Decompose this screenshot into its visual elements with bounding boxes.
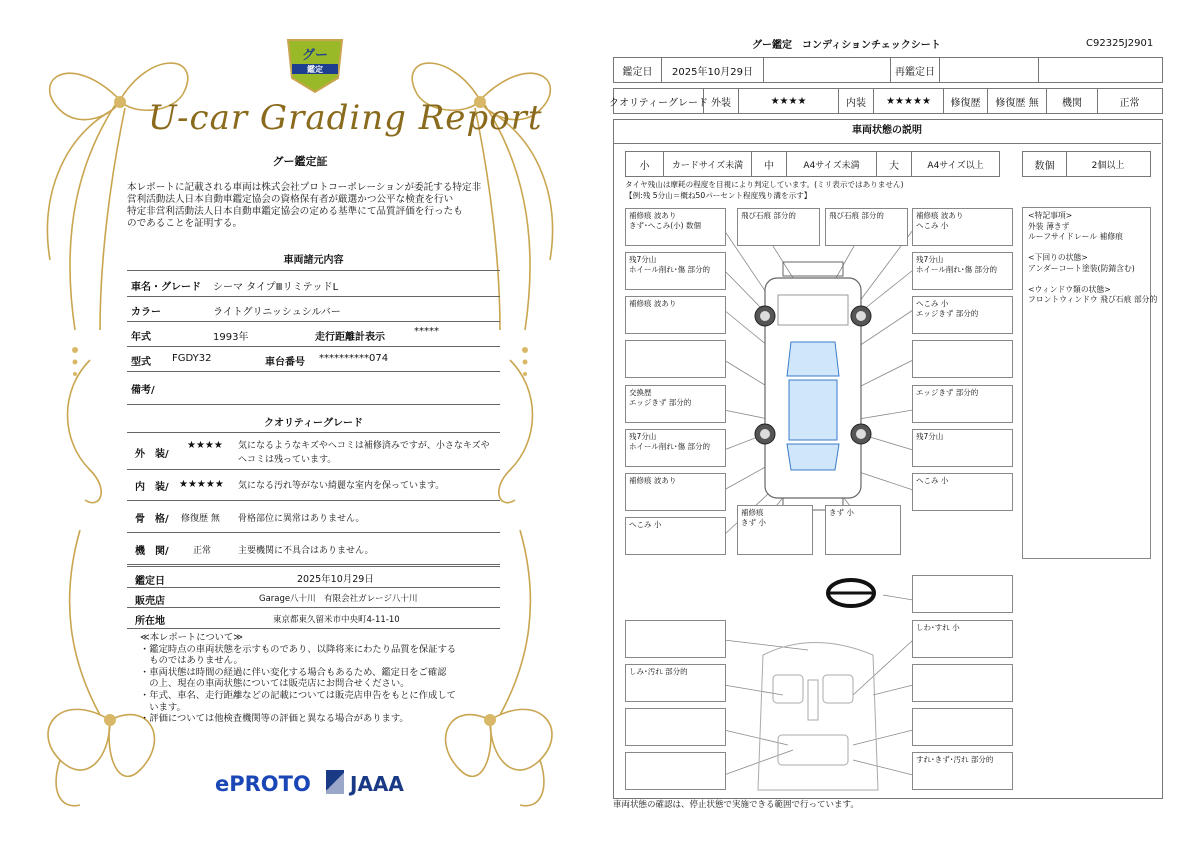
report-title: U-car Grading Report [148, 98, 543, 138]
date-table: 鑑定日 2025年10月29日 再鑑定日 [613, 57, 1163, 83]
interior-box [625, 708, 726, 746]
damage-box: 交換歴 エッジきず 部分的 [625, 385, 726, 423]
row-exterior: 外 装/ ★★★★ 気になるようなキズやヘコミは補修済みですが、小さなキズや ヘコミは残っています。 [127, 432, 500, 470]
certificate-title: グー鑑定証 [272, 155, 328, 168]
interior-box [912, 708, 1013, 746]
sheet-code: C92325J2901 [1086, 38, 1154, 49]
damage-box: 残7分山 [912, 429, 1013, 467]
state-heading: 車両状態の説明 [613, 119, 1161, 144]
damage-box: 補修痕 波あり [625, 296, 726, 334]
badge-line2: 鑑定 [307, 65, 323, 74]
damage-box [912, 340, 1013, 378]
damage-box: 残7分山 ホイール削れ･傷 部分的 [912, 252, 1013, 290]
spec-heading: 車両諸元内容 [283, 255, 344, 266]
quality-heading: クオリティーグレード [264, 418, 363, 429]
grade-table: クオリティーグレード 外装 ★★★★ 内装 ★★★★★ 修復歴 修復歴 無 機関 正常 [613, 88, 1163, 114]
damage-box: きず 小 [825, 505, 901, 555]
damage-box: 残7分山 ホイール削れ･傷 部分的 [625, 252, 726, 290]
damage-box [625, 340, 726, 378]
damage-box: 補修痕 波あり [625, 473, 726, 511]
damage-box: 残7分山 ホイール削れ･傷 部分的 [625, 429, 726, 467]
damage-box: へこみ 小 [912, 473, 1013, 511]
row-shop: 販売店 Garage八十川 有限会社ガレージ八十川 [127, 587, 500, 608]
row-date: 鑑定日 2025年10月29日 [127, 566, 500, 588]
damage-box: 飛び石痕 部分的 [737, 208, 820, 246]
legend-lines: <特記事項> 外装 薄きず ルーフサイドレール 補修痕 <下回りの状態> アンダーコート塗装(防錆含む) <ウィンドウ類の状態> フロントウィンドウ 飛び石痕 部分的 [1028, 211, 1158, 304]
jaaa-logo: JAAA [350, 772, 404, 796]
damage-box: へこみ 小 エッジきず 部分的 [912, 296, 1013, 334]
sheet-footer: 車両状態の確認は、停止状態で実施できる範囲で行っています。 [613, 800, 859, 810]
count-legend-table: 数個 2個以上 [1022, 151, 1151, 177]
sheet-title: グー鑑定 コンディションチェックシート [752, 40, 941, 51]
row-model: 型式 FGDY32 車台番号 **********074 [127, 347, 500, 372]
interior-box: すれ･きず･汚れ 部分的 [912, 752, 1013, 790]
tire-note-1: タイヤ残山は摩耗の程度を目視により判定しています。(ミリ表示ではありません) [625, 180, 904, 189]
interior-box [912, 664, 1013, 702]
damage-box: 補修痕 きず 小 [737, 505, 813, 555]
interior-box [912, 575, 1013, 613]
interior-box: しわ･すれ 小 [912, 620, 1013, 658]
row-frame: 骨 格/ 修復歴 無 骨格部位に異常はありません。 [127, 501, 500, 533]
steering-wheel-icon [828, 580, 874, 606]
car-top-view [765, 262, 861, 510]
damage-box: エッジきず 部分的 [912, 385, 1013, 423]
damage-box: 補修痕 波あり へこみ 小 [912, 208, 1013, 246]
tire-note-2: 【例:残 5分山＝概ね50パーセント程度残り溝を示す】 [625, 191, 812, 200]
car-interior-view [758, 643, 878, 791]
row-interior: 内 装/ ★★★★★ 気になる汚れ等がない綺麗な室内を保っています。 [127, 469, 500, 501]
row-color: カラー ライトグリニッシュシルバー [127, 296, 500, 322]
interior-box: しみ･汚れ 部分的 [625, 664, 726, 702]
interior-box [625, 620, 726, 658]
interior-box [625, 752, 726, 790]
row-name-grade: 車名・グレード シーマ タイプⅢリミテッドL [127, 270, 500, 297]
certificate-intro: 本レポートに記載される車両は株式会社プロトコーポレーションが委託する特定非 営利活動法人日本自動車鑑定協会の資格保有者が厳選かつ公平な検査を行い 特定非営利活動法人日本自動車鑑定協会の定める基準にて品質評価を行ったも のであることを証明する。 [127, 182, 482, 229]
damage-box: へこみ 小 [625, 517, 726, 555]
size-legend-table: 小 カードサイズ未満 中 A4サイズ未満 大 A4サイズ以上 [625, 151, 1000, 177]
badge-line1: グー [301, 48, 328, 63]
row-remarks: 備考/ [127, 372, 500, 405]
damage-box: 補修痕 波あり きず･へこみ(小) 数個 [625, 208, 726, 246]
jaaa-mark-icon [326, 770, 344, 794]
damage-box: 飛び石痕 部分的 [825, 208, 908, 246]
proto-logo: ePROTO [215, 772, 311, 796]
row-year: 年式 1993年 走行距離計表示 ***** [127, 322, 500, 347]
special-notes-panel [1022, 207, 1158, 559]
row-engine: 機 関/ 正常 主要機関に不具合はありません。 [127, 533, 500, 565]
row-address: 所在地 東京都東久留米市中央町4-11-10 [127, 608, 500, 629]
report-notes: ≪本レポートについて≫ ・鑑定時点の車両状態を示すものであり、以降将来にわたり品質を保証する ものではありません。 ・車両状態は時間の経過に伴い変化する場合もあるため、鑑定日をご確認 の上、現在の車両状態については販売店にお問合せください。 ・年式、車名、走行距離などの記載については販売店申告をもとに作成して います。 ・評価については他検査機関等の評価と異なる場合があります。 [140, 632, 457, 725]
